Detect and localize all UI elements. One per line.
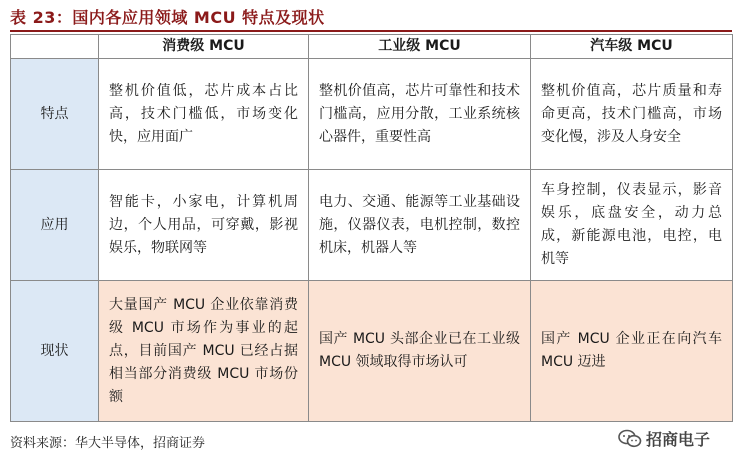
table-title: 表 23：国内各应用领域 MCU 特点及现状 xyxy=(10,8,325,27)
title-rule xyxy=(10,30,732,32)
table-row xyxy=(11,170,733,281)
wechat-icon xyxy=(618,429,642,449)
header-corner xyxy=(11,35,99,59)
cell-consumer-status: 大量国产 MCU 企业依靠消费级 MCU 市场作为事业的起点，目前国产 MCU 已经占据相当部分消费级 MCU 市场份额 xyxy=(99,281,309,422)
cell-consumer-features: 整机价值低，芯片成本占比高，技术门槛低，市场变化快，应用面广 xyxy=(99,59,309,170)
header-consumer: 消费级 MCU xyxy=(99,35,309,59)
header-automotive: 汽车级 MCU xyxy=(531,35,733,59)
source-note: 资料来源：华大半导体，招商证券 xyxy=(10,436,206,451)
header-row xyxy=(11,35,733,59)
table-row xyxy=(11,281,733,422)
mcu-comparison-table xyxy=(10,34,733,422)
cell-automotive-applications: 车身控制，仪表显示，影音娱乐，底盘安全，动力总成，新能源电池，电控，电机等 xyxy=(531,170,733,281)
header-industrial: 工业级 MCU xyxy=(309,35,531,59)
cell-industrial-status: 国产 MCU 头部企业已在工业级 MCU 领域取得市场认可 xyxy=(309,281,531,422)
cell-industrial-features: 整机价值高，芯片可靠性和技术门槛高，应用分散，工业系统核心器件，重要性高 xyxy=(309,59,531,170)
cell-consumer-applications: 智能卡，小家电，计算机周边，个人用品，可穿戴，影视娱乐，物联网等 xyxy=(99,170,309,281)
watermark-text: 招商电子 xyxy=(646,430,711,449)
row-label-applications: 应用 xyxy=(11,170,99,281)
table-row xyxy=(11,59,733,170)
cell-industrial-applications: 电力、交通、能源等工业基础设施，仪器仪表，电机控制，数控机床，机器人等 xyxy=(309,170,531,281)
row-label-features: 特点 xyxy=(11,59,99,170)
row-label-status: 现状 xyxy=(11,281,99,422)
cell-automotive-status: 国产 MCU 企业正在向汽车 MCU 迈进 xyxy=(531,281,733,422)
cell-automotive-features: 整机价值高，芯片质量和寿命更高，技术门槛高，市场变化慢，涉及人身安全 xyxy=(531,59,733,170)
watermark xyxy=(618,427,710,450)
